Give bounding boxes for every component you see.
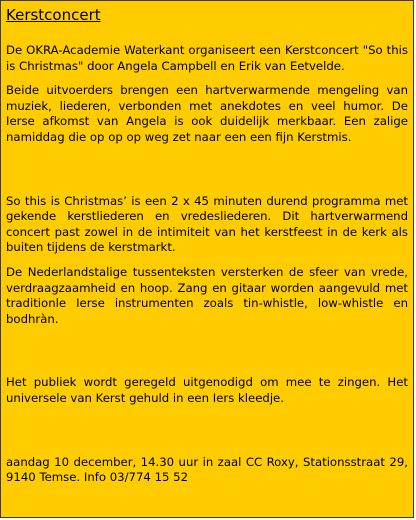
intro-paragraph: De OKRA-Academie Waterkant organiseert een Kerstconcert "So this is Christmas" door Angela Campbell en Erik van Eetvelde. <box>6 43 408 73</box>
event-title: Kerstconcert <box>6 6 101 24</box>
event-details-paragraph: aandag 10 december, 14.30 uur in zaal CC Roxy, Stationsstraat 29, 9140 Temse. Info 03/774 15 52 <box>6 454 408 485</box>
audience-paragraph: Het publiek wordt geregeld uitgenodigd om mee te zingen. Het universele van Kerst gehuld in een Iers kleedje. <box>6 375 408 405</box>
performers-paragraph: Beide uitvoerders brengen een hartverwarmende mengeling van muziek, liederen, verbonden met anekdotes en veel humor. De Ierse afkomst van Angela is ook duidelijk merkbaar. Een zalige namiddag die op op op weg zet naar een een fijn Kerstmis. <box>6 83 408 144</box>
program-paragraph: So this is Christmas’ is een 2 x 45 minuten durend programma met gekende kerstliederen en vredesliederen. Dit hartverwarmend concert past zowel in de intimiteit van het kerstfeest in de kerk als buiten tijdens de kerstmarkt. <box>6 193 408 255</box>
instruments-paragraph: De Nederlandstalige tussenteksten versterken de sfeer van vrede, verdraagzaamheid en hoop. Zang en gitaar worden aangevuld met traditionle Ierse instrumenten zoals tin-whistle, low-whistle en bodhràn. <box>6 264 408 326</box>
